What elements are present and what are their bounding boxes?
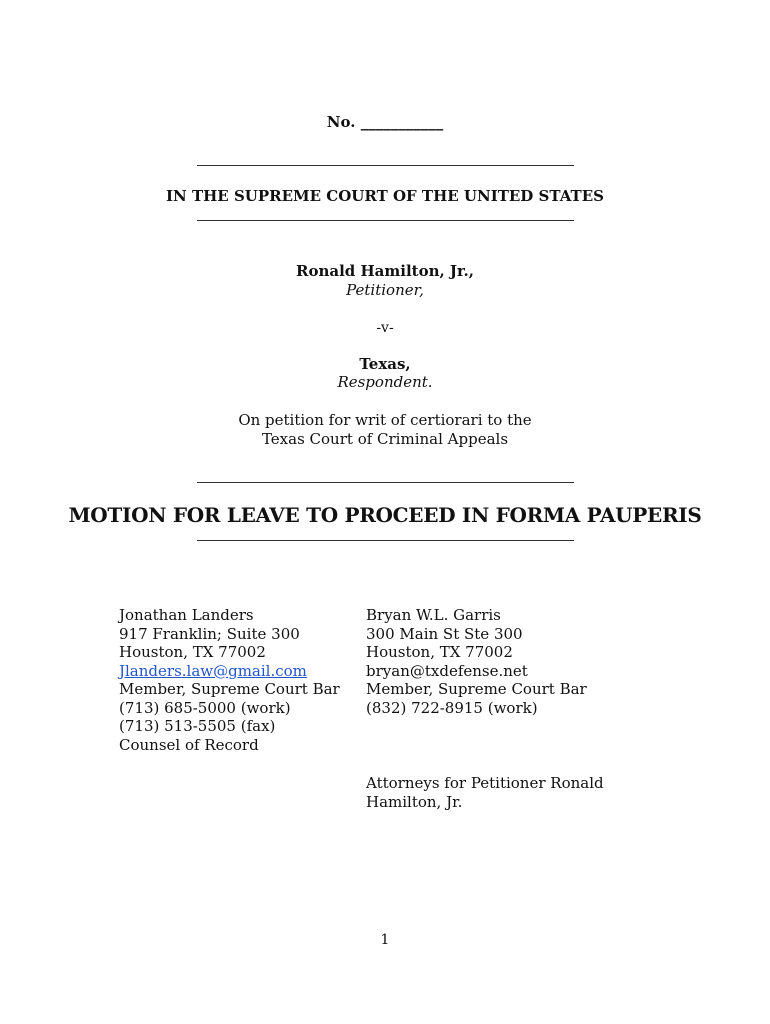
counsel-left-phone-fax: (713) 513-5505 (fax): [119, 717, 276, 735]
respondent-role: Respondent.: [337, 373, 433, 391]
counsel-left-address1: 917 Franklin; Suite 300: [119, 624, 300, 643]
counsel-left-name: Jonathan Landers: [119, 606, 254, 624]
document-title: MOTION FOR LEAVE TO PROCEED IN FORMA PAUPERIS: [68, 503, 702, 527]
counsel-right-email: bryan@txdefense.net: [366, 661, 528, 680]
counsel-left-bar: Member, Supreme Court Bar: [119, 680, 340, 698]
petition-statement: [0, 411, 770, 449]
petition-line-2: Texas Court of Criminal Appeals: [261, 430, 509, 448]
divider-title-bottom: [197, 540, 574, 541]
divider-title-top: [197, 482, 574, 483]
petitioner-name: Ronald Hamilton, Jr.,: [295, 262, 474, 280]
versus: -v-: [376, 320, 394, 336]
attorneys-for-petitioner: [366, 774, 604, 811]
docket-number: No. ___________: [326, 113, 444, 131]
petition-line-1: On petition for writ of certiorari to the: [238, 411, 532, 429]
divider-top: [197, 165, 574, 166]
counsel-right-name: Bryan W.L. Garris: [366, 606, 501, 624]
attorneys-line-1: Attorneys for Petitioner Ronald: [366, 774, 604, 792]
court-name: IN THE SUPREME COURT OF THE UNITED STATES: [166, 187, 604, 205]
petitioner-role: Petitioner,: [346, 281, 424, 299]
counsel-right-address1: 300 Main St Ste 300: [366, 624, 523, 643]
counsel-right-bar: Member, Supreme Court Bar: [366, 680, 587, 698]
counsel-left-address2: Houston, TX 77002: [119, 643, 266, 661]
counsel-left-phone-work: (713) 685-5000 (work): [119, 698, 291, 717]
counsel-right-address2: Houston, TX 77002: [366, 643, 513, 661]
page-number: 1: [380, 932, 390, 948]
counsel-left-block: [119, 606, 340, 754]
counsel-left-email-link[interactable]: Jlanders.law@gmail.com: [119, 661, 307, 680]
counsel-right-phone-work: (832) 722-8915 (work): [366, 698, 538, 717]
counsel-left-role: Counsel of Record: [119, 735, 259, 754]
counsel-right-block: [366, 606, 587, 717]
divider-court: [197, 220, 574, 221]
respondent-name: Texas,: [359, 355, 411, 373]
attorneys-line-2: Hamilton, Jr.: [366, 792, 463, 811]
